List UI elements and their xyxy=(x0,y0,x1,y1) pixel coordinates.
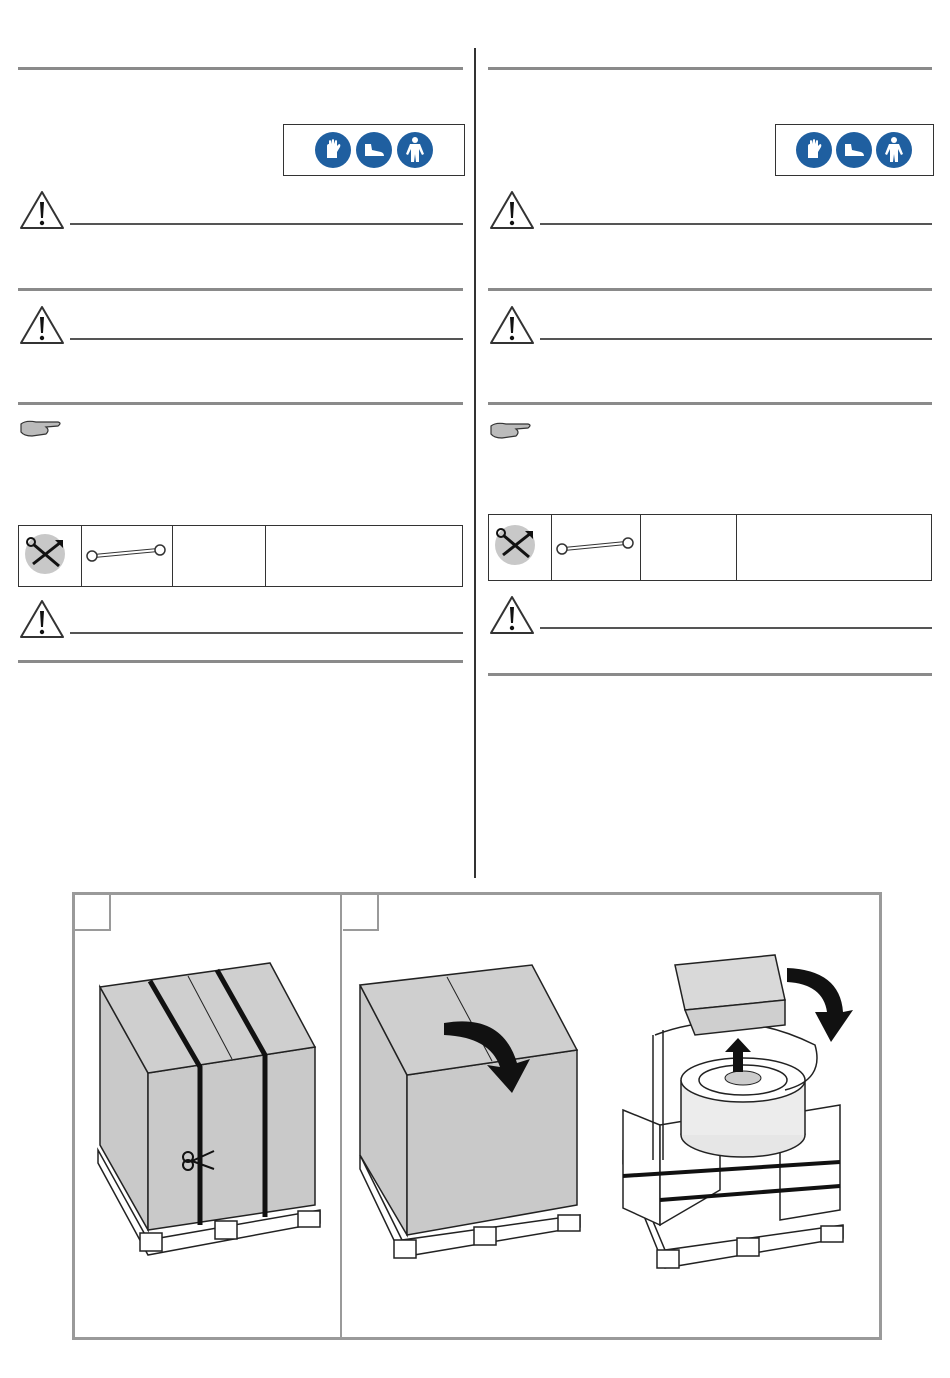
gloves-icon xyxy=(315,132,351,168)
toolkit-icon xyxy=(19,526,79,581)
basket-removal-illustration xyxy=(615,950,855,1295)
tool-cell xyxy=(82,526,173,587)
toolkit-cell xyxy=(489,515,552,581)
warning-rule xyxy=(540,223,932,225)
step-number-box-2 xyxy=(343,895,379,931)
coverall-icon xyxy=(397,132,433,168)
warning-icon xyxy=(488,304,536,346)
tool-note-cell xyxy=(737,515,932,581)
section-rule-top-right xyxy=(488,67,932,70)
tools-table-left xyxy=(18,525,463,587)
warning-rule xyxy=(70,632,463,634)
safety-shoes-icon xyxy=(356,132,392,168)
section-rule xyxy=(488,402,932,405)
tool-spec-cell xyxy=(641,515,737,581)
toolkit-icon xyxy=(489,515,549,575)
gloves-icon xyxy=(796,132,832,168)
warning-icon xyxy=(18,304,66,346)
rotate-arrow-icon xyxy=(787,968,853,1042)
pointing-hand-icon xyxy=(18,416,64,440)
ppe-box-left xyxy=(283,124,465,176)
warning-icon xyxy=(18,189,66,231)
toolkit-cell xyxy=(19,526,82,587)
tools-table-right xyxy=(488,514,932,581)
warning-rule xyxy=(540,338,932,340)
safety-shoes-icon xyxy=(836,132,872,168)
ring-spanner-icon xyxy=(552,515,638,575)
section-rule xyxy=(18,288,463,291)
pointing-hand-icon xyxy=(488,418,534,442)
figure-divider xyxy=(340,892,342,1339)
warning-icon xyxy=(488,189,536,231)
warning-icon xyxy=(18,598,66,640)
tool-spec-cell xyxy=(173,526,266,587)
section-rule xyxy=(488,288,932,291)
warning-rule xyxy=(70,223,463,225)
section-rule-top-left xyxy=(18,67,463,70)
ring-spanner-icon xyxy=(82,526,170,581)
tool-cell xyxy=(552,515,641,581)
step-number-box-1 xyxy=(75,895,111,931)
wrapped-pallet-illustration xyxy=(90,955,330,1265)
warning-icon xyxy=(488,594,536,636)
column-divider xyxy=(474,48,476,878)
tool-note-cell xyxy=(266,526,463,587)
warning-rule xyxy=(540,627,932,629)
section-rule xyxy=(18,402,463,405)
ppe-box-right xyxy=(775,124,934,176)
cover-removal-illustration xyxy=(352,955,587,1285)
warning-rule xyxy=(70,338,463,340)
section-rule xyxy=(18,660,463,663)
coverall-icon xyxy=(876,132,912,168)
section-rule xyxy=(488,673,932,676)
